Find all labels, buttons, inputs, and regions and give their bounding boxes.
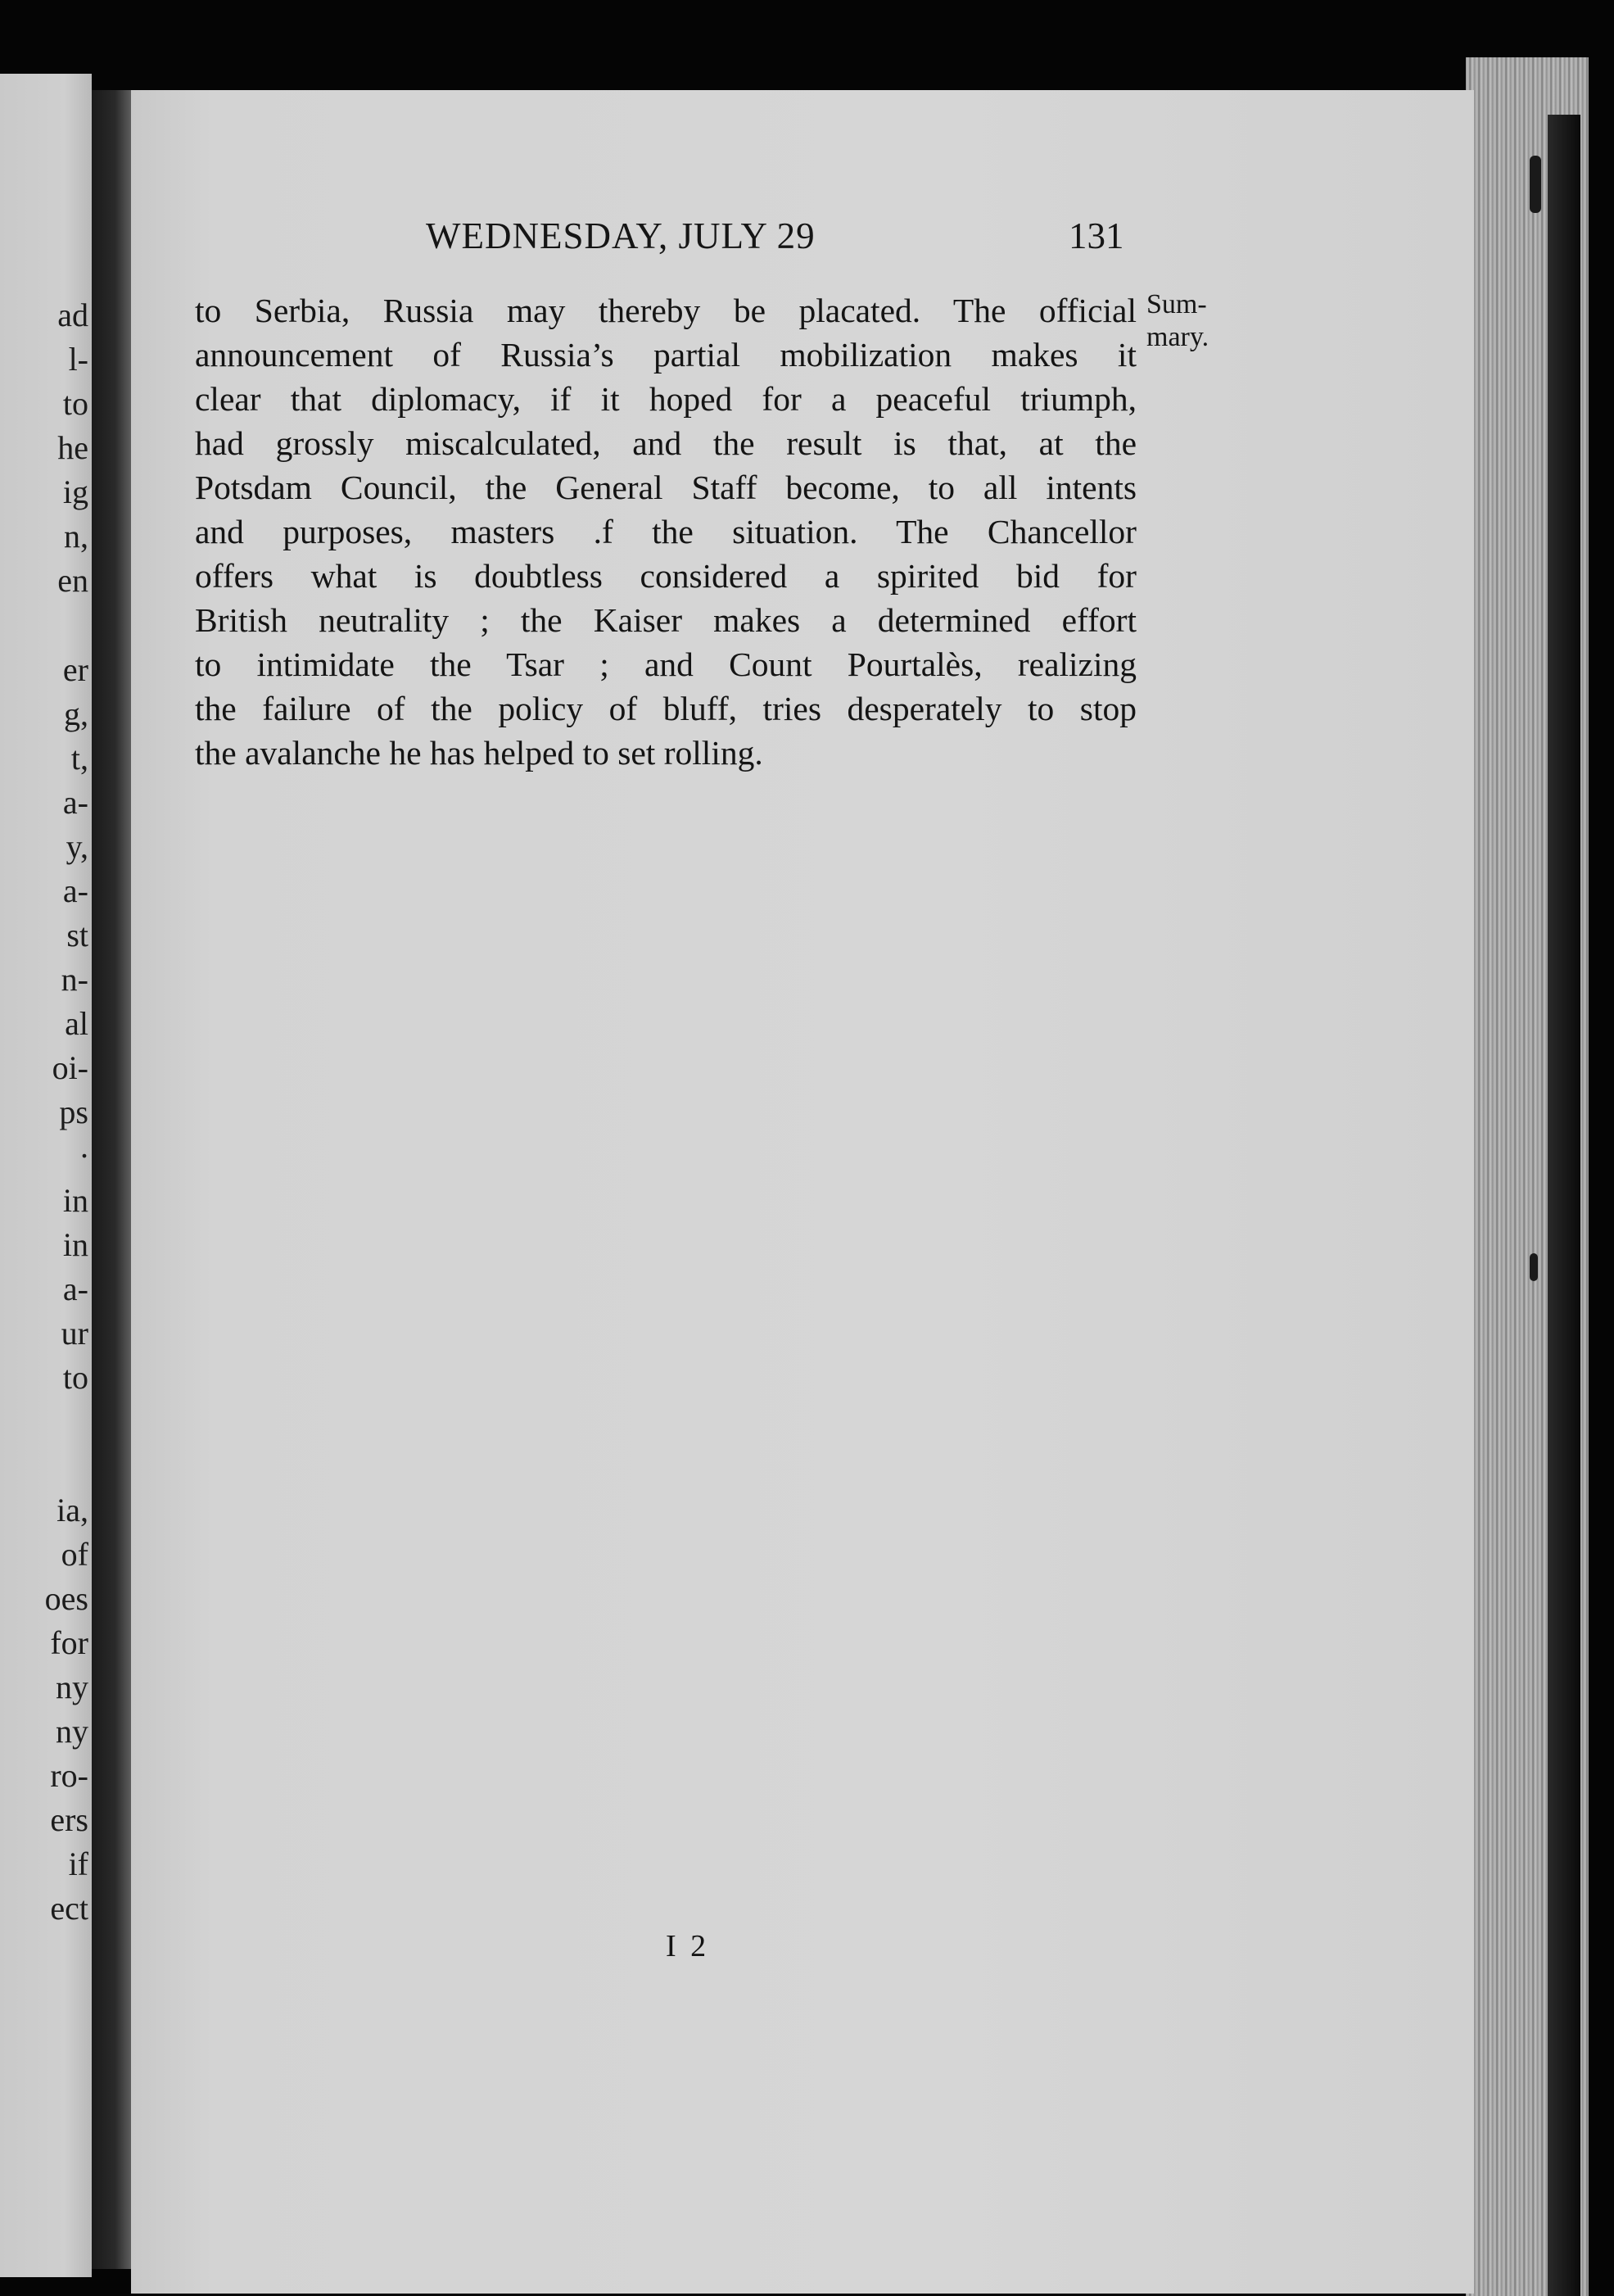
facing-page-fragment: ect [50, 1890, 88, 1927]
text-line: offers what is doubtless considered a spirited bid for [195, 557, 1137, 595]
facing-page-fragment: g, [64, 695, 88, 732]
signature-mark: I 2 [666, 1929, 710, 1963]
facing-page-fragment: ia, [57, 1492, 88, 1528]
facing-page-fragment: . [80, 1128, 88, 1165]
text-line: the avalanche he has helped to set rolling. [195, 734, 763, 772]
text-line: to intimidate the Tsar ; and Count Pourtalès, realizing [195, 645, 1137, 683]
page-number: 131 [1069, 215, 1124, 256]
facing-page-fragment: ps [59, 1094, 88, 1130]
marginal-note-line: mary. [1146, 322, 1209, 352]
facing-page-fragment: a- [62, 1270, 88, 1307]
text-line: announcement of Russia’s partial mobilization makes it [195, 336, 1137, 374]
facing-page-fragment: of [61, 1536, 88, 1573]
text-line: to Serbia, Russia may thereby be placated. The official [195, 292, 1137, 329]
facing-page-fragment: oes [44, 1580, 88, 1617]
body-paragraph [195, 288, 1137, 775]
marginal-note [1146, 288, 1209, 354]
facing-page-fragment: ers [50, 1801, 88, 1838]
edge-mark [1530, 1253, 1538, 1281]
facing-page-fragment: in [62, 1226, 88, 1263]
facing-page-left [0, 74, 92, 2277]
facing-page-fragment: a- [62, 872, 88, 909]
facing-page-fragment: ro- [50, 1757, 88, 1794]
facing-page-fragment: to [62, 385, 88, 422]
facing-page-fragment: st [66, 917, 88, 953]
text-line: Potsdam Council, the General Staff become, to all intents [195, 469, 1137, 506]
facing-page-fragment: ny [56, 1669, 88, 1705]
text-line: had grossly miscalculated, and the result is that, at the [195, 424, 1137, 462]
facing-page-fragment: er [62, 651, 88, 688]
facing-page-fragment: for [50, 1624, 88, 1661]
facing-page-fragment: n- [61, 961, 88, 998]
page-edges-shadow [1548, 115, 1580, 2296]
marginal-note-line: Sum- [1146, 289, 1207, 319]
edge-mark [1530, 156, 1541, 213]
facing-page-fragment: to [62, 1359, 88, 1396]
text-line: and purposes, masters .f the situation. The Chancellor [195, 513, 1137, 550]
facing-page-fragment: in [62, 1182, 88, 1219]
facing-page-fragment: l- [68, 341, 88, 378]
facing-page-fragment: t, [70, 740, 88, 777]
facing-page-fragment: if [68, 1845, 88, 1882]
facing-page-fragment: a- [62, 784, 88, 821]
facing-page-fragment: oi- [52, 1049, 88, 1086]
facing-page-fragment: ad [57, 297, 88, 333]
facing-page-fragment: ig [62, 473, 88, 510]
running-head: WEDNESDAY, JULY 29 [426, 215, 816, 256]
text-line: clear that diplomacy, if it hoped for a peaceful triumph, [195, 380, 1137, 418]
facing-page-fragment: al [65, 1005, 88, 1042]
facing-page-fragment: y, [66, 828, 88, 865]
text-line: British neutrality ; the Kaiser makes a determined effort [195, 601, 1137, 639]
facing-page-fragment: en [57, 562, 88, 599]
facing-page-fragment: he [57, 429, 88, 466]
facing-page-fragment: n, [64, 518, 88, 555]
text-line: the failure of the policy of bluff, tries desperately to stop [195, 690, 1137, 727]
facing-page-fragment: ur [61, 1315, 88, 1352]
facing-page-fragment: ny [56, 1713, 88, 1750]
